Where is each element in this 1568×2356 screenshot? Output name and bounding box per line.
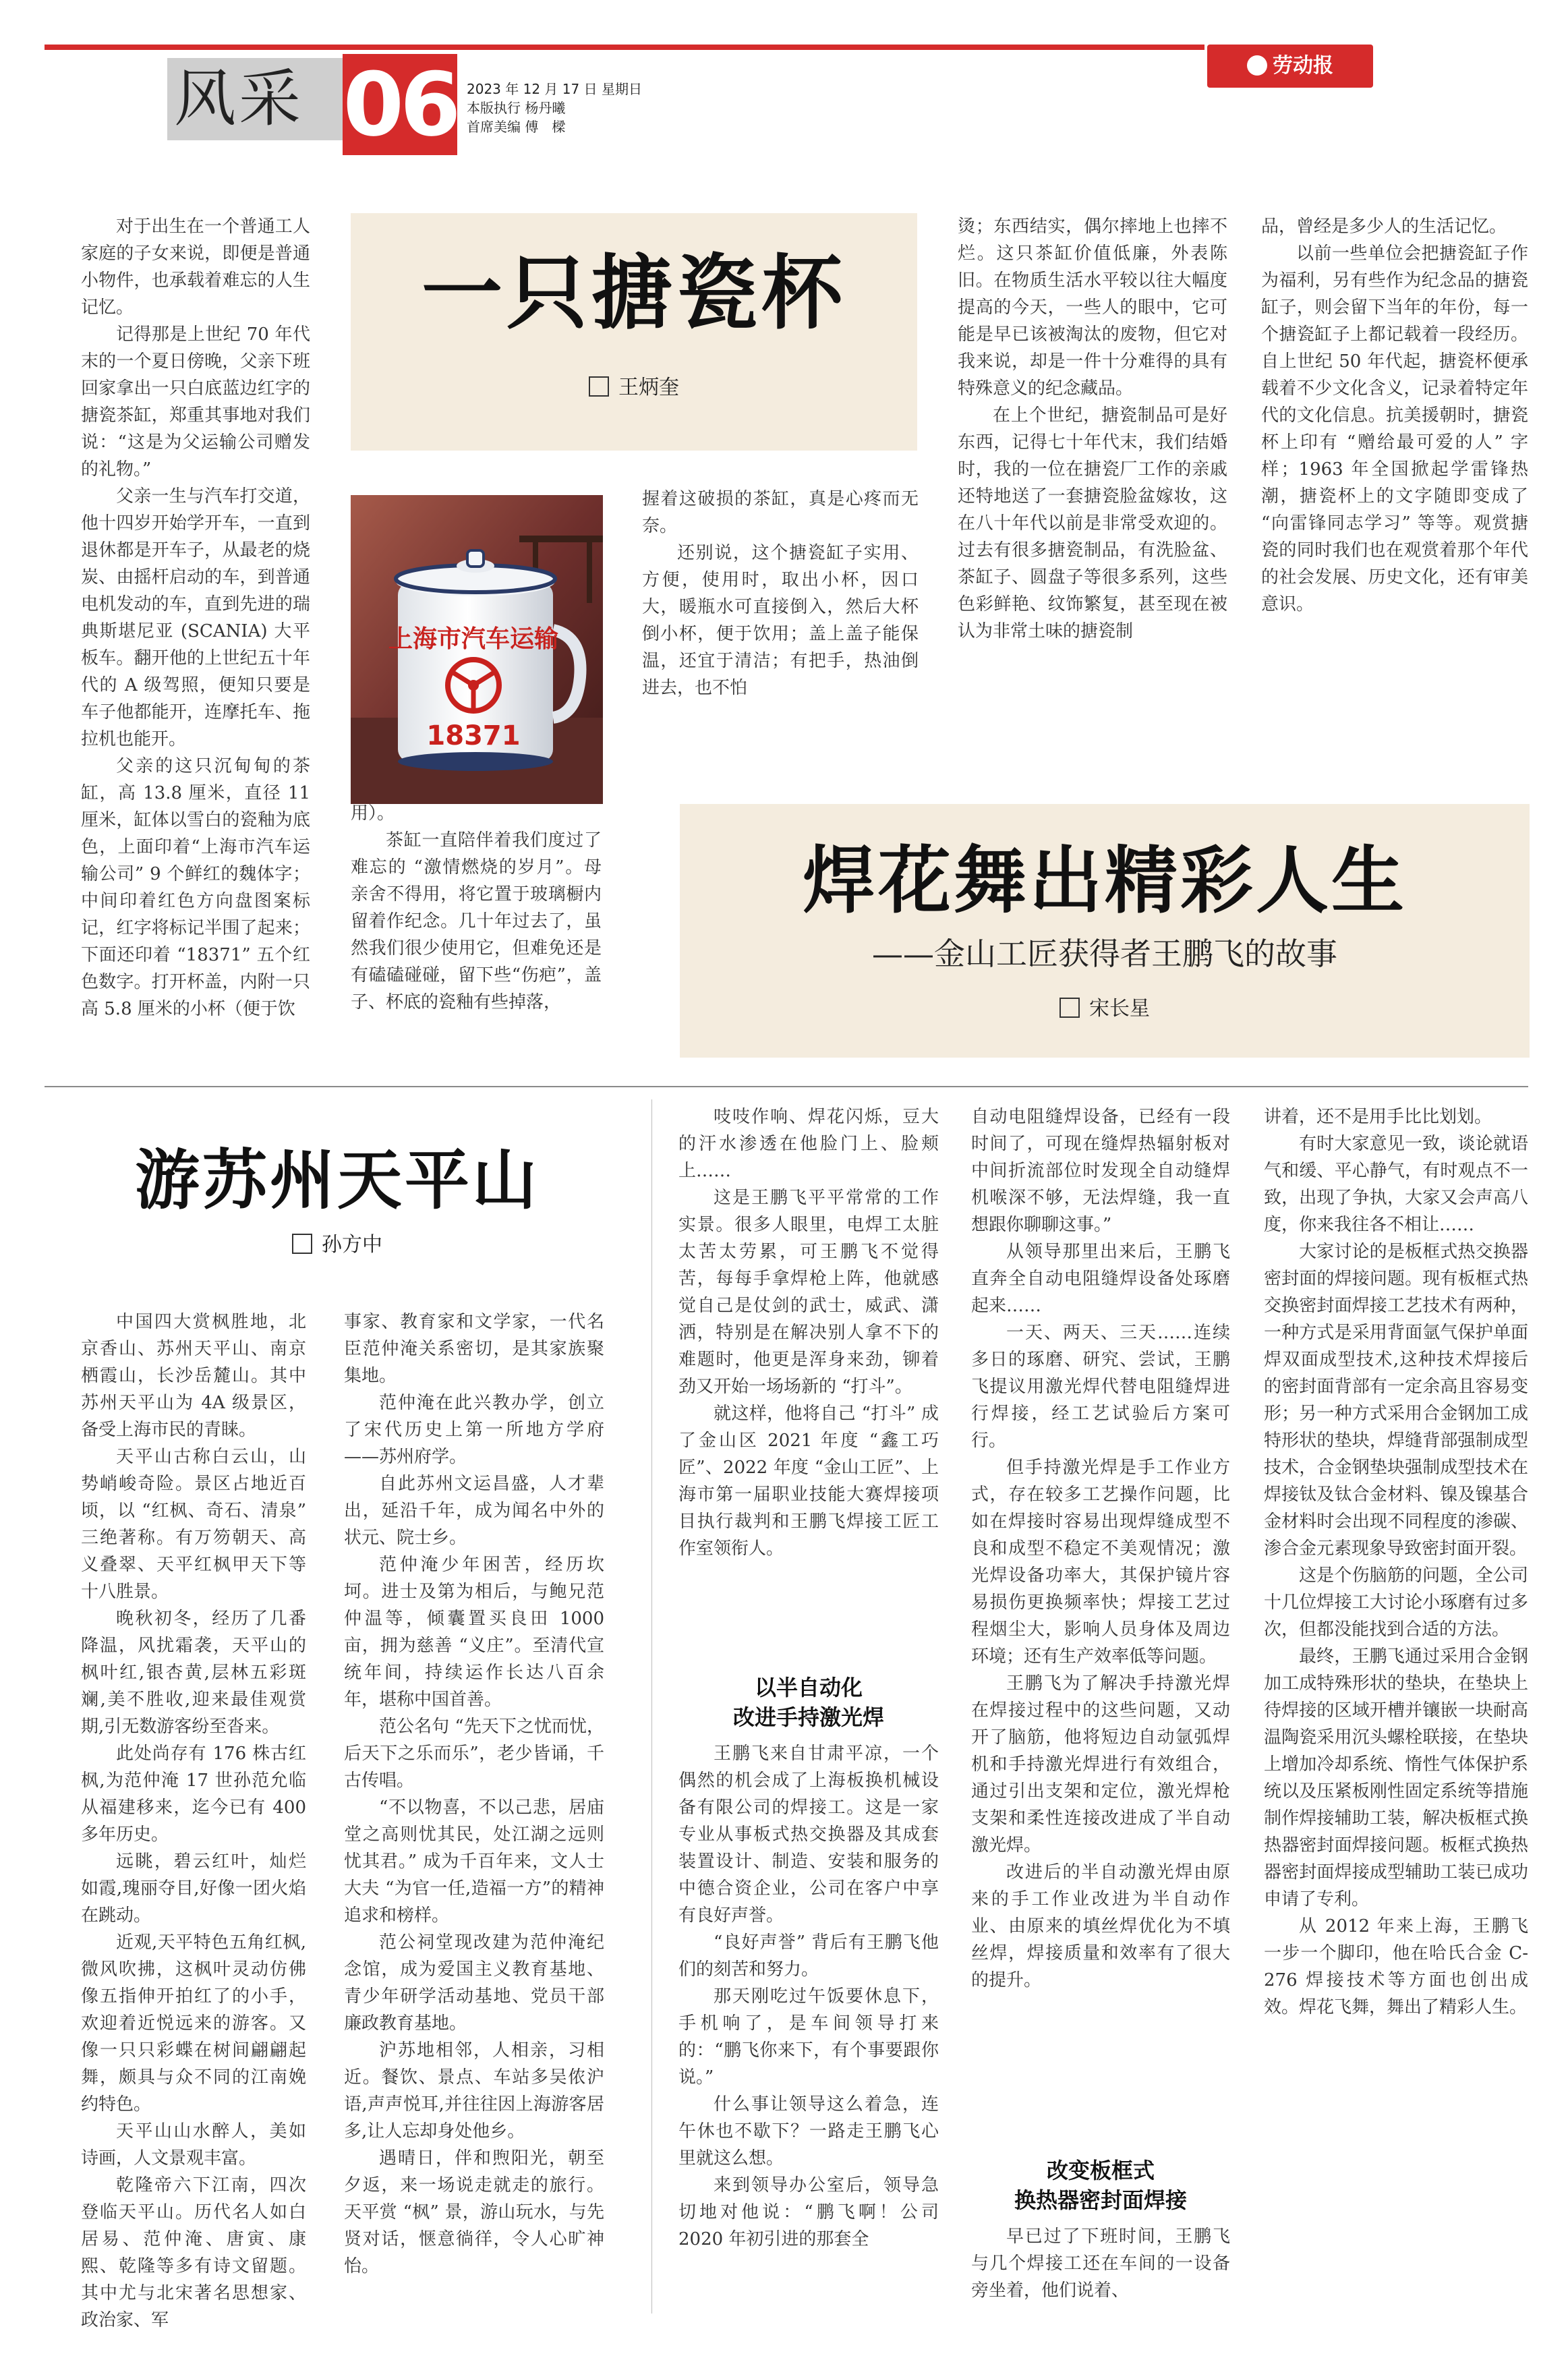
article2-column-2b <box>971 2223 1230 2304</box>
article2-column-3 <box>1264 1103 1528 2021</box>
article2-subhead-1 <box>678 1673 939 1732</box>
paragraph: 从领导那里出来后，王鹏飞直奔全自动电阻缝焊设备处琢磨起来…… <box>971 1242 1230 1316</box>
newspaper-logo <box>1207 45 1373 88</box>
paragraph: 品，曾经是多少人的生活记忆。 <box>1261 217 1507 237</box>
article1-column-5 <box>1261 213 1528 618</box>
paragraph: 中国四大赏枫胜地，北京香山、苏州天平山、南京栖霞山，长沙岳麓山。其中苏州天平山为 4A 级景区，备受上海市民的青睐。 <box>81 1312 306 1440</box>
paragraph: 早已过了下班时间，王鹏飞与几个焊接工还在车间的一设备旁坐着，他们说着、 <box>971 2226 1230 2301</box>
paragraph: 握着这破损的茶缸，真是心疼而无奈。 <box>642 489 919 536</box>
paragraph: 大家讨论的是板框式热交换器密封面的焊接问题。现有板框式热交换密封面焊接工艺技术有两种，一种方式是采用背面氩气保护单面焊双面成型技术,这种技术焊接后的密封面背部有一定余高且容易变形；另一种方式采用合金钢加工成特形状的垫块，焊缝背部强制成型技术，合金钢垫块强制成型技术在焊接钛及钛合金材料、镍及镍基合金材料时会出现不同程度的渗碳、渗合金元素现象导致密封面开裂。 <box>1264 1242 1528 1559</box>
article1-title: 一只搪瓷杯 <box>422 246 846 341</box>
byline-square-icon <box>292 1234 312 1254</box>
paragraph: 这是个伤脑筋的问题，全公司十几位焊接工大讨论小琢磨有过多次，但都没能找到合适的方法。 <box>1264 1565 1528 1640</box>
article2-subhead-2 <box>971 2156 1230 2215</box>
subhead-line: 改进手持激光焊 <box>732 1704 884 1730</box>
byline-square-icon <box>589 376 609 397</box>
logo-mark-icon <box>1247 55 1267 76</box>
paragraph: 范公祠堂现改建为范仲淹纪念馆，成为爱国主义教育基地、青少年研学活动基地、党员干部廉政教育基地。 <box>344 1932 604 2034</box>
article1-column-3 <box>642 486 919 701</box>
column-rule <box>651 1099 652 2314</box>
paragraph: 以前一些单位会把搪瓷缸子作为福利，另有些作为纪念品的搪瓷缸子，则会留下当年的年份，每一个搪瓷缸子上都记载着一段经历。自上世纪 50 年代起，搪瓷杯便承载着不少文化含义，记录着特定年代的文化信息。抗美援朝时，搪瓷杯上印有 “赠给最可爱的人” 字样；1963 年全国掀起学雷锋热潮，搪瓷杯上的文字随即变成了 “向雷锋同志学习” 等等。观赏搪瓷的同时我们也在观赏着那个年代的社会发展、历史文化，还有审美意识。 <box>1261 243 1528 614</box>
paragraph: 近观,天平特色五角红枫,微风吹拂，这枫叶灵动仿佛像五指伸开拍红了的小手，欢迎着近悦远来的游客。又像一只只彩蝶在树间翩翩起舞，颇具与众不同的江南娩约特色。 <box>81 1932 306 2115</box>
article2-title: 焊花舞出精彩人生 <box>802 838 1407 923</box>
paragraph: 王鹏飞为了解决手持激光焊在焊接过程中的这些问题，又动开了脑筋，他将短边自动氩弧焊机和手持激光焊进行有效组合，通过引出支架和定位，激光焊枪支架和柔性连接改进成了半自动激光焊。 <box>971 1673 1230 1856</box>
paragraph: 改进后的半自动激光焊由原来的手工作业改进为半自动作业、由原来的填丝焊优化为不填丝焊，焊接质量和效率有了很大的提升。 <box>971 1862 1230 1990</box>
paragraph: 范仲淹在此兴教办学，创立了宋代历史上第一所地方学府——苏州府学。 <box>344 1393 604 1467</box>
paragraph: 自此苏州文运昌盛，人才辈出，延沿千年，成为闻名中外的状元、院士乡。 <box>344 1474 604 1548</box>
article1-photo <box>351 495 603 804</box>
paragraph: 有时大家意见一致，谈论就语气和缓、平心静气，有时观点不一致，出现了争执，大家又会声高八度，你来我往各不相让…… <box>1264 1134 1528 1235</box>
paragraph: 在上个世纪，搪瓷制品可是好东西，记得七十年代末，我们结婚时，我的一位在搪瓷厂工作的亲戚还特地送了一套搪瓷脸盆嫁妆，这在八十年代以前是非常受欢迎的。过去有很多搪瓷制品，有洗脸盆、茶缸子、圆盘子等很多系列，这些色彩鲜艳、纹饰繁复，甚至现在被认为非常土味的搪瓷制 <box>958 405 1227 641</box>
article2-author: 宋长星 <box>1089 997 1150 1021</box>
issue-date: 2023 年 12 月 17 日 星期日 <box>467 81 642 97</box>
article3-author: 孙方中 <box>322 1233 382 1257</box>
paragraph: 父亲一生与汽车打交道，他十四岁开始学开车，一直到退休都是开车子，从最老的烧炭、由摇杆启动的车，到普通电机发动的车，直到先进的瑞典斯堪尼亚 (SCANIA) 大平板车。翻开他的上世纪五十年代的 A 级驾照，便知只要是车子他都能开，连摩托车、拖拉机也能开。 <box>81 486 310 749</box>
subhead-line: 以半自动化 <box>754 1675 863 1700</box>
article2-column-2a <box>971 1103 1230 1994</box>
paragraph: 乾隆帝六下江南，四次登临天平山。历代名人如白居易、范仲淹、唐寅、康熙、乾隆等多有诗文留题。其中尤与北宋著名思想家、政治家、军 <box>81 2175 306 2330</box>
article1-column-2 <box>351 800 602 1016</box>
article3-column-2 <box>344 1309 604 2280</box>
page-number: 06 <box>343 53 457 156</box>
article2-column-1b <box>678 1740 939 2253</box>
paragraph: 记得那是上世纪 70 年代末的一个夏日傍晚，父亲下班回家拿出一只白底蓝边红字的搪瓷茶缸，郑重其事地对我们说：“这是为父运输公司赠发的礼物。” <box>81 324 310 480</box>
paragraph: 对于出生在一个普通工人家庭的子女来说，即便是普通小物件，也承载着难忘的人生记忆。 <box>81 217 310 318</box>
paragraph: 但手持激光焊是手工作业方式，存在较多工艺操作问题，比如在焊接时容易出现焊缝成型不良和成型不稳定不美观情况；激光焊设备功率大，其保护镜片容易损伤更换频率快；焊接工艺过程烟尘大，影响人员身体及周边环境；还有生产效率低等问题。 <box>971 1458 1230 1667</box>
article1-author: 王炳奎 <box>618 376 679 399</box>
paragraph: 最终，王鹏飞通过采用合金钢加工成特殊形状的垫块，在垫块上待焊接的区域开槽并镶嵌一块耐高温陶瓷采用沉头螺栓联接，在垫块上增加冷却系统、惰性气体保护系统以及压紧板刚性固定系统等措施制作焊接辅助工装，解决板框式换热器密封面焊接问题。板框式换热器密封面焊接成型辅助工装已成功申请了专利。 <box>1264 1646 1528 1909</box>
subhead-line: 换热器密封面焊接 <box>1014 2187 1187 2213</box>
paragraph: 那天刚吃过午饭要休息下，手机响了，是车间领导打来的：“鹏飞你来下，有个事要跟你说。” <box>678 1986 939 2088</box>
paragraph: 还别说，这个搪瓷缸子实用、方便，使用时，取出小杯，因口大，暖瓶水可直接倒入，然后大杯倒小杯，便于饮用；盖上盖子能保温，还宜于清洁；有把手，热油倒进去，也不怕 <box>642 543 919 698</box>
section-divider <box>45 1086 1528 1087</box>
mug-text: 上海市汽车运输 <box>388 625 559 653</box>
article1-column-1 <box>81 213 310 1023</box>
paragraph: 范公名句 “先天下之忧而忧，后天下之乐而乐”，老少皆诵，千古传唱。 <box>344 1717 604 1791</box>
article1-byline <box>351 374 917 401</box>
paragraph: 远眺，碧云红叶，灿烂如霞,瑰丽夺目,好像一团火焰在跳动。 <box>81 1851 306 1926</box>
paragraph: 遇晴日，伴和煦阳光，朝至夕返，来一场说走就走的旅行。天平赏 “枫” 景，游山玩水，与先贤对话，惬意徜徉，令人心旷神怡。 <box>344 2148 604 2276</box>
paragraph: 烫；东西结实，偶尔摔地上也摔不烂。这只茶缸价值低廉，外表陈旧。在物质生活水平较以往大幅度提高的今天，一些人的眼中，它可能是早已该被淘汰的废物，但它对我来说，却是一件十分难得的具有特殊意义的纪念藏品。 <box>958 217 1227 399</box>
article2-subtitle: ——金山工匠获得者王鹏飞的故事 <box>872 936 1337 972</box>
paragraph: 自动电阻缝焊设备，已经有一段时间了，可现在缝焊热辐射板对中间折流部位时发现全自动缝焊机喉深不够，无法焊缝，我一直想跟你聊聊这事。” <box>971 1107 1230 1235</box>
subhead-line: 改变板框式 <box>1046 2158 1155 2183</box>
paragraph: 王鹏飞来自甘肃平凉，一个偶然的机会成了上海板换机械设备有限公司的焊接工。这是一家专业从事板式热交换器及其成套装置设计、制造、安装和服务的中德合资企业，公司在客户中享有良好声誉。 <box>678 1744 939 1926</box>
logo-text: 劳动报 <box>1273 54 1333 78</box>
paragraph: 讲着，还不是用手比比划划。 <box>1264 1107 1492 1127</box>
paragraph: 茶缸一直陪伴着我们度过了难忘的 “激情燃烧的岁月”。母亲舍不得用，将它置于玻璃橱内留着作纪念。几十年过去了，虽然我们很少使用它，但难免还是有磕磕碰碰，留下些“伤疤”，盖子、杯底的瓷釉有些掉落， <box>351 830 602 1012</box>
paragraph: 范仲淹少年困苦，经历坎坷。进士及第为相后，与鲍兄范仲温等，倾囊置买良田 1000 亩，拥为慈善 “义庄”。至清代宣统年间，持续运作长达八百余年，堪称中国首善。 <box>344 1555 604 1710</box>
designer-credit: 首席美编 傅 樑 <box>467 119 566 135</box>
paragraph: 天平山山水醉人，美如诗画，人文景观丰富。 <box>81 2121 306 2168</box>
article3-byline <box>67 1232 607 1259</box>
article3-column-1 <box>81 1309 306 2334</box>
top-rule <box>45 45 1204 50</box>
paragraph: “不以物喜，不以己悲，居庙堂之高则忧其民，处江湖之远则忧其君。” 成为千百年来，文人士大夫 “为官一任,造福一方”的精神追求和榜样。 <box>344 1798 604 1926</box>
byline-square-icon <box>1059 998 1080 1018</box>
paragraph: 吱吱作响、焊花闪烁，豆大的汗水渗透在他脸门上、脸颊上…… <box>678 1107 939 1181</box>
paragraph: 用）。 <box>351 803 395 824</box>
editor-credit: 本版执行 杨丹曦 <box>467 100 566 116</box>
paragraph: 晚秋初冬，经历了几番降温，风扰霜袭，天平山的枫叶红,银杏黄,层林五彩斑斓,美不胜收,迎来最佳观赏期,引无数游客纷至沓来。 <box>81 1609 306 1737</box>
header-meta <box>467 80 642 136</box>
paragraph: 就这样，他将自己 “打斗” 成了金山区 2021 年度 “鑫工巧匠”、2022 年度 “金山工匠”、上海市第一届职业技能大赛焊接项目执行裁判和王鹏飞焊接工匠工作室领衔人。 <box>678 1404 939 1559</box>
paragraph: 什么事让领导这么着急，连午休也不歇下？一路走王鹏飞心里就这么想。 <box>678 2094 939 2168</box>
article1-column-4 <box>958 213 1227 645</box>
section-name: 风采 <box>174 63 304 135</box>
paragraph: 此处尚存有 176 株古红枫,为范仲淹 17 世孙范允临从福建移来，迄今已有 400 多年历史。 <box>81 1744 306 1845</box>
paragraph: 这是王鹏飞平平常常的工作实景。很多人眼里，电焊工太脏太苦太劳累，可王鹏飞不觉得苦，每每手拿焊枪上阵，他就感觉自己是仗剑的武士，威武、潇洒，特别是在解决别人拿不下的难题时，他更是浑身来劲，铆着劲又开始一场场新的 “打斗”。 <box>678 1188 939 1397</box>
paragraph: 来到领导办公室后，领导急切地对他说：“鹏飞啊！公司 2020 年初引进的那套全 <box>678 2175 939 2249</box>
article2-column-1a <box>678 1103 939 1562</box>
paragraph: 事家、教育家和文学家，一代名臣范仲淹关系密切，是其家族聚集地。 <box>344 1312 604 1386</box>
paragraph: “良好声誉” 背后有王鹏飞他们的刻苦和努力。 <box>678 1932 939 1980</box>
paragraph: 父亲的这只沉甸甸的茶缸，高 13.8 厘米，直径 11 厘米，缸体以雪白的瓷釉为底色，上面印着“上海市汽车运输公司” 9 个鲜红的魏体字；中间印着红色方向盘图案标记，红字将标记半围了起来；下面还印着 “18371” 五个红色数字。打开杯盖，内附一只高 5.8 厘米的小杯（便于饮 <box>81 756 310 1019</box>
article3-title: 游苏州天平山 <box>135 1142 540 1218</box>
paragraph: 从 2012 年来上海，王鹏飞一步一个脚印，他在哈氏合金 C-276 焊接技术等方面也创出成效。焊花飞舞，舞出了精彩人生。 <box>1264 1916 1528 2017</box>
mug-number: 18371 <box>426 720 521 751</box>
paragraph: 天平山古称白云山，山势峭峻奇险。景区占地近百顷，以 “红枫、奇石、清泉” 三绝著称。有万笏朝天、高义叠翠、天平红枫甲天下等十八胜景。 <box>81 1447 306 1602</box>
paragraph: 一天、两天、三天……连续多日的琢磨、研究、尝试，王鹏飞提议用激光焊代替电阻缝焊进行焊接，经工艺试验后方案可行。 <box>971 1323 1230 1451</box>
paragraph: 沪苏地相邻，人相亲，习相近。餐饮、景点、车站多吴侬沪语,声声悦耳,并往往因上海游客居多,让人忘却身处他乡。 <box>344 2040 604 2142</box>
enamel-mug-icon <box>351 495 603 804</box>
article2-byline <box>680 996 1530 1023</box>
